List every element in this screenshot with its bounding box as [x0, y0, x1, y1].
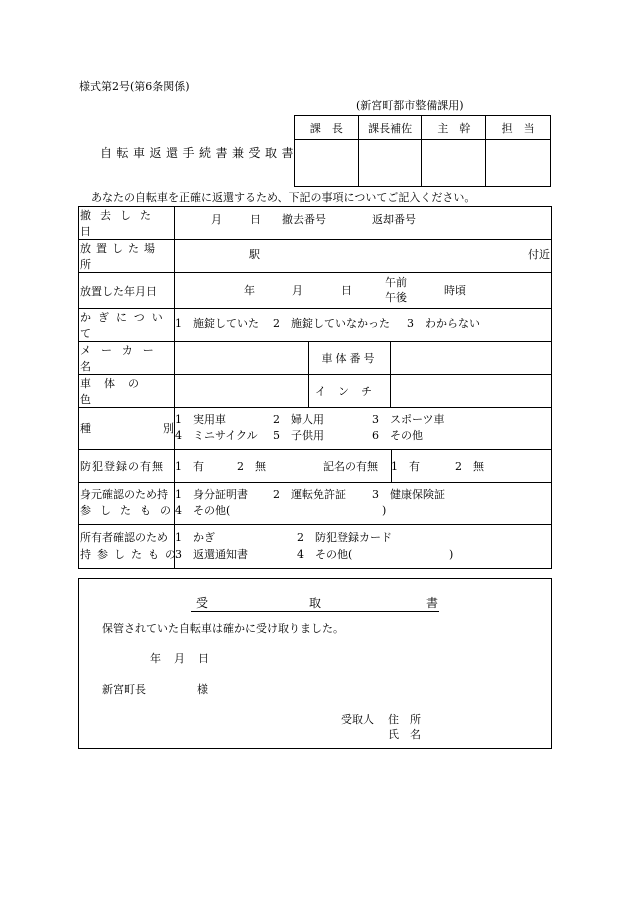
name-yes[interactable]: 1 有 — [391, 460, 420, 473]
approval-stamp-hosa[interactable] — [358, 140, 422, 187]
label-type: 種 別 — [79, 408, 175, 450]
field-id-docs[interactable] — [175, 483, 552, 525]
owner-doc-option-4-close: ) — [449, 548, 454, 561]
field-location[interactable] — [175, 240, 552, 273]
type-option-1[interactable]: 1 実用車 — [175, 413, 226, 426]
station-label: 駅 — [249, 248, 260, 261]
receipt-month: 月 — [174, 652, 185, 665]
lock-option-unknown[interactable]: 3 わからない — [407, 317, 480, 330]
field-type[interactable] — [175, 408, 552, 450]
type-option-6[interactable]: 6 その他 — [372, 429, 423, 442]
field-lock[interactable] — [175, 309, 552, 342]
name-label: 記名の有無 — [323, 460, 378, 473]
label-lock: かぎについて — [79, 309, 175, 342]
parked-day: 日 — [341, 284, 352, 297]
receipt-address-label: 住 所 — [388, 713, 421, 726]
type-option-2[interactable]: 2 婦人用 — [273, 413, 324, 426]
label-frame-number: 車体番号 — [309, 342, 391, 375]
form-title: 自転車返還手続書兼受取書 — [100, 146, 299, 160]
lock-option-locked[interactable]: 1 施錠していた — [175, 317, 259, 330]
am-label: 午前 — [385, 276, 407, 289]
type-option-4[interactable]: 4 ミニサイクル — [175, 429, 258, 442]
owner-doc-option-2[interactable]: 2 防犯登録カード — [297, 531, 392, 544]
label-location: 放置した場所 — [79, 240, 175, 273]
receipt-title: 受 取 書 — [191, 597, 439, 612]
field-owner-docs[interactable] — [175, 525, 552, 569]
id-doc-option-3[interactable]: 3 健康保険証 — [372, 488, 445, 501]
type-option-5[interactable]: 5 子供用 — [273, 429, 324, 442]
time-label: 時頃 — [444, 284, 466, 297]
owner-doc-option-1[interactable]: 1 かぎ — [175, 531, 215, 544]
theft-reg-no[interactable]: 2 無 — [237, 460, 266, 473]
approval-header-kacho: 課 長 — [295, 116, 359, 140]
removal-month: 月 — [211, 213, 222, 226]
approval-stamp-kacho[interactable] — [295, 140, 359, 187]
name-no[interactable]: 2 無 — [455, 460, 484, 473]
label-id-docs: 身元確認のため持 参したもの — [79, 483, 175, 525]
vicinity-label: 付近 — [528, 248, 550, 261]
id-doc-option-1[interactable]: 1 身分証明書 — [175, 488, 248, 501]
id-doc-option-4[interactable]: 4 その他( — [175, 504, 231, 517]
approval-table — [294, 115, 551, 187]
field-frame-number[interactable] — [391, 342, 552, 375]
type-option-3[interactable]: 3 スポーツ車 — [372, 413, 445, 426]
receipt-recipient-label: 受取人 — [341, 713, 374, 726]
return-number-label: 返却番号 — [372, 213, 416, 226]
field-color[interactable] — [175, 375, 309, 408]
receipt-name-label: 氏 名 — [388, 728, 421, 741]
id-doc-option-4-close: ) — [382, 504, 387, 517]
parked-year: 年 — [244, 284, 255, 297]
owner-doc-option-4[interactable]: 4 その他( — [297, 548, 353, 561]
field-maker[interactable] — [175, 342, 309, 375]
main-form-table — [78, 206, 552, 569]
label-theft-registration: 防犯登録の有無 — [79, 450, 175, 483]
field-inch[interactable] — [391, 375, 552, 408]
label-parked-date: 放置した年月日 — [79, 273, 175, 309]
field-parked-date[interactable] — [175, 273, 552, 309]
receipt-sama: 様 — [197, 683, 208, 696]
instruction-text: あなたの自転車を正確に返還するため、下記の事項についてご記入ください。 — [91, 191, 476, 204]
label-color: 車体の色 — [79, 375, 175, 408]
approval-stamp-tanto[interactable] — [486, 140, 551, 187]
receipt-mayor: 新宮町長 — [102, 683, 146, 696]
owner-doc-option-3[interactable]: 3 返還通知書 — [175, 548, 248, 561]
label-inch: インチ — [309, 375, 391, 408]
parked-month: 月 — [292, 284, 303, 297]
receipt-box — [78, 578, 552, 749]
approval-header-hosa: 課長補佐 — [358, 116, 422, 140]
approval-header-tanto: 担 当 — [486, 116, 551, 140]
receipt-year: 年 — [150, 652, 161, 665]
lock-option-unlocked[interactable]: 2 施錠していなかった — [273, 317, 390, 330]
department-use: (新宮町都市整備課用) — [356, 99, 464, 112]
label-owner-docs: 所有者確認のため 持参したもの — [79, 525, 175, 569]
approval-stamp-shukan[interactable] — [422, 140, 486, 187]
approval-header-shukan: 主 幹 — [422, 116, 486, 140]
field-removal-date[interactable] — [175, 207, 552, 240]
id-doc-option-2[interactable]: 2 運転免許証 — [273, 488, 346, 501]
label-maker: メーカー名 — [79, 342, 175, 375]
theft-reg-yes[interactable]: 1 有 — [175, 460, 204, 473]
receipt-statement: 保管されていた自転車は確かに受け取りました。 — [102, 622, 344, 635]
divider — [391, 449, 392, 482]
receipt-day: 日 — [198, 652, 209, 665]
removal-number-label: 撤去番号 — [282, 213, 326, 226]
field-theft-registration[interactable] — [175, 450, 552, 483]
label-removal-date: 撤去した日 — [79, 207, 175, 240]
pm-label: 午後 — [385, 291, 407, 304]
form-number: 様式第2号(第6条関係) — [79, 80, 190, 93]
removal-day: 日 — [250, 213, 261, 226]
